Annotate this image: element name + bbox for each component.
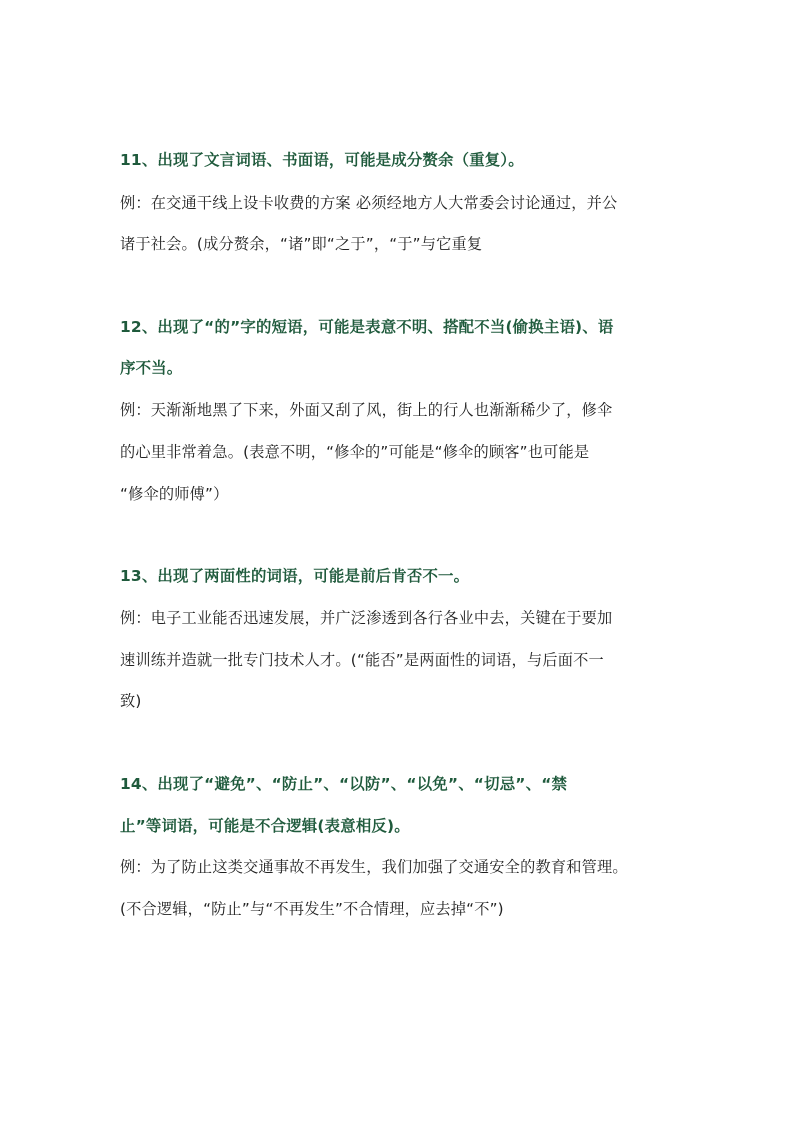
section-13-example-line-3: 致) (120, 692, 142, 710)
section-12-heading-line-1: 12、出现了“的”字的短语，可能是表意不明、搭配不当(偷换主语)、语 (120, 318, 614, 336)
section-14-heading-line-2: 止”等词语，可能是不合逻辑(表意相反)。 (120, 817, 410, 835)
section-14-example-line-1: 例：为了防止这类交通事故不再发生，我们加强了交通安全的教育和管理。 (120, 858, 628, 876)
section-12-example-line-2: 的心里非常着急。(表意不明，“修伞的”可能是“修伞的顾客”也可能是 (120, 443, 590, 461)
section-12-example-line-3: “修伞的师傅”） (120, 485, 229, 503)
section-11-example-line-2: 诸于社会。(成分赘余，“诸”即“之于”，“于”与它重复 (120, 235, 483, 253)
section-13-heading: 13、出现了两面性的词语，可能是前后肯否不一。 (120, 567, 470, 585)
section-13-example-line-2: 速训练并造就一批专门技术人才。(“能否”是两面性的词语，与后面不一 (120, 651, 604, 669)
section-14-heading-line-1: 14、出现了“避免”、“防止”、“以防”、“以免”、“切忌”、“禁 (120, 775, 568, 793)
section-11-heading: 11、出现了文言词语、书面语，可能是成分赘余（重复）。 (120, 151, 524, 169)
section-12-example-line-1: 例：天渐渐地黑了下来，外面又刮了风，街上的行人也渐渐稀少了，修伞 (120, 401, 613, 419)
section-11-example-line-1: 例：在交通干线上设卡收费的方案 必须经地方人大常委会讨论通过，并公 (120, 194, 618, 212)
section-14-example-line-2: (不合逻辑，“防止”与“不再发生”不合情理，应去掉“不”) (120, 900, 504, 918)
section-13-example-line-1: 例：电子工业能否迅速发展，并广泛渗透到各行各业中去，关键在于要加 (120, 609, 613, 627)
section-12-heading-line-2: 序不当。 (120, 359, 183, 377)
